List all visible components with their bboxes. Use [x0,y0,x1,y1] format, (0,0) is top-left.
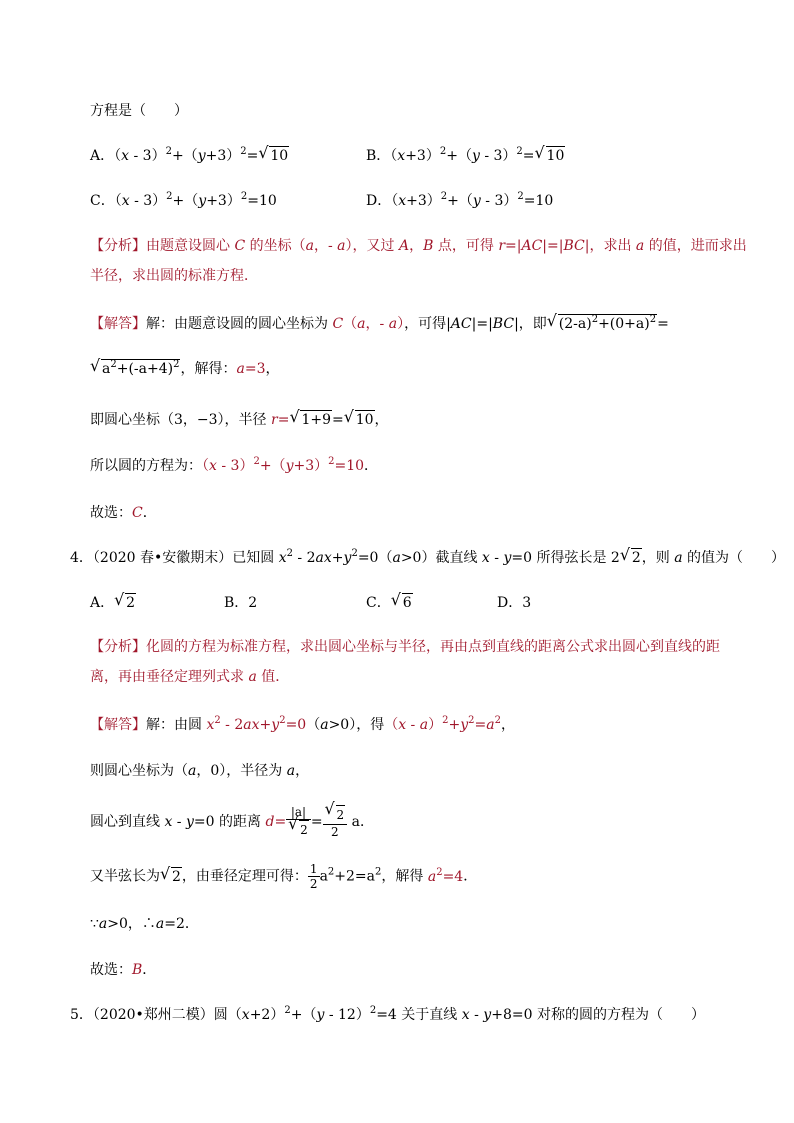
option-c: C．$(x - 3)^2+(y+3)^2=10$ [90,191,277,209]
option-b: B．$(x+3)^2+(y - 3)^2=$ √ 10 [366,143,565,164]
q3-answer-line-2: √ $a^2+(-a+4)^2$，解得：a=3， [90,356,280,377]
option-a: A．$(x - 3)^2+(y+3)^2=$ √ 10 [90,143,289,164]
q4-answer-line-3: 圆心到直线 x - y=0 的距离 d= |a| √ 2 = √ 2 2 a． [90,799,374,839]
q4-answer-line-1: 【解答】解：由圆 $x^2 - 2ax+y^2=0(a>0)$，得$(x - a)^2+y^2=a^2$， [90,715,515,733]
question-5-stem: 5．（2020•郑州二模）圆$(x+2)^2+(y - 12)^2=4$ 关于直线 x - y+8=0 对称的圆的方程为（ ） [70,1005,705,1023]
q4-option-b: B．2 [224,595,258,611]
q4-analysis-line-2: 离，再由垂径定理列式求 a 值． [90,669,290,685]
q4-option-a: A． √ 2 [90,590,136,611]
q3-analysis-line-2: 半径，求出圆的标准方程． [90,268,258,284]
question-4-stem: 4．（2020 春•安徽期末）已知圆 $x^2 - 2ax+y^2=0(a>0)$截直线 x - y=0 所得弦长是 2 √ 2，则 a 的值为（ ） [70,545,786,566]
q4-choice: 故选：B． [90,962,157,978]
q3-choice: 故选：C． [90,505,157,521]
q4-option-d: D．3 [497,595,532,611]
q4-answer-line-5: ∵a>0，∴a=2． [90,916,199,932]
q4-answer-line-2: 则圆心坐标为（a，0），半径为 a， [90,763,310,779]
question-3-stem: 方程是（ ） [90,103,188,119]
q3-answer-line-3: 即圆心坐标（3，−3），半径 r= √ 1+9= √ 10， [90,407,389,428]
q3-answer-line-4: 所以圆的方程为：$(x - 3)^2+(y+3)^2=10$． [90,456,379,474]
q4-analysis-line-1: 【分析】化圆的方程为标准方程，求出圆心坐标与半径，再由点到直线的距离公式求出圆心到直线的距 [90,639,720,655]
q3-analysis-line-1: 【分析】由题意设圆心 C 的坐标（a，- a），又过 A，B 点，可得 r=|AC|=|BC|，求出 a 的值，进而求出 [90,238,747,254]
q4-option-c: C． √ 6 [366,590,412,611]
q4-answer-line-4: 又半弦长为 √ 2，由垂径定理可得： $\frac{1}{2}$ $a^2+2=a^2$，解得 $a^2=4$． [90,862,478,891]
q3-answer-line-1: 【解答】解：由题意设圆的圆心坐标为 C（a，- a），可得|AC|=|BC|，即 √ $(2-a)^2+(0+a)^2=$ [90,311,669,332]
option-d: D．$(x+3)^2+(y - 3)^2=10$ [366,191,554,209]
